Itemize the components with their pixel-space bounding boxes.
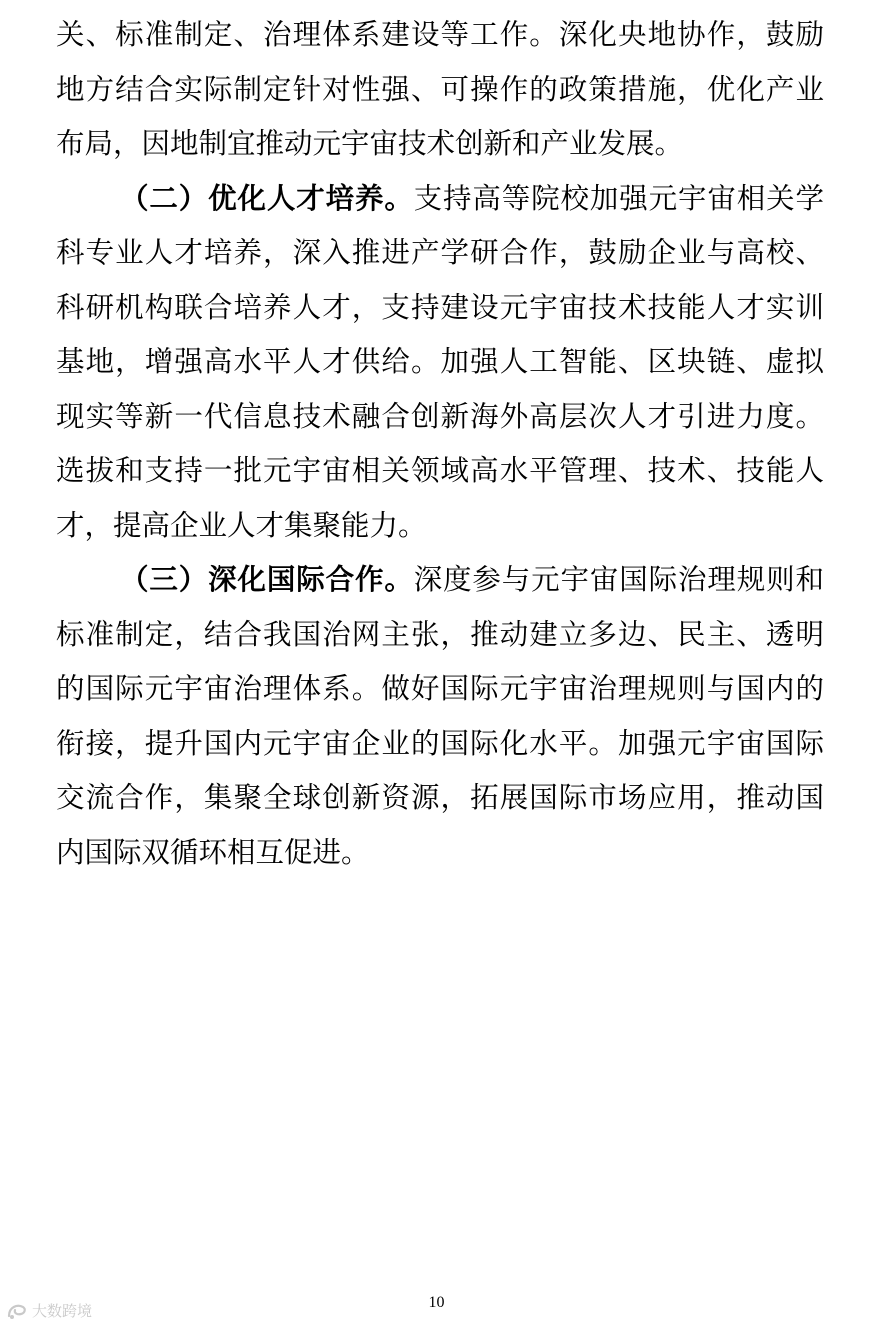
section-heading: （二）优化人才培养。 xyxy=(120,181,414,215)
brand-logo-icon xyxy=(6,1301,28,1321)
text-line: 关、标准制定、治理体系建设等工作。深化央地协作，鼓励 xyxy=(56,18,824,51)
page-number: 10 xyxy=(428,1294,445,1311)
text-line: 布局，因地制宜推动元宇宙技术创新和产业发展。 xyxy=(56,127,684,160)
text-line: 标准制定，结合我国治网主张，推动建立多边、民主、透明 xyxy=(56,617,824,651)
section-heading: （三）深化国际合作。 xyxy=(120,563,414,596)
text-line xyxy=(56,553,824,608)
text-line: 地方结合实际制定针对性强、可操作的政策措施，优化产业 xyxy=(56,72,824,106)
watermark xyxy=(6,1300,92,1321)
paragraph-international-cooperation xyxy=(56,553,824,880)
text-line xyxy=(56,172,824,227)
text-line: 科研机构联合培养人才，支持建设元宇宙技术技能人才实训 xyxy=(56,290,824,324)
text-line: 科专业人才培养，深入推进产学研合作，鼓励企业与高校、 xyxy=(56,236,824,269)
watermark-text: 大数跨境 xyxy=(32,1302,93,1320)
document-body xyxy=(56,8,824,880)
text-line: 基地，增强高水平人才供给。加强人工智能、区块链、虚拟 xyxy=(56,345,824,378)
paragraph-continuation xyxy=(56,8,824,172)
text-run: 深度参与元宇宙国际治理规则和 xyxy=(413,563,824,596)
text-line: 选拔和支持一批元宇宙相关领域高水平管理、技术、技能人 xyxy=(56,454,824,487)
paragraph-talent-training xyxy=(56,172,824,554)
text-line: 现实等新一代信息技术融合创新海外高层次人才引进力度。 xyxy=(56,399,824,433)
text-line: 才，提高企业人才集聚能力。 xyxy=(56,508,427,542)
text-run: 支持高等院校加强元宇宙相关学 xyxy=(413,181,824,215)
text-line: 衔接，提升国内元宇宙企业的国际化水平。加强元宇宙国际 xyxy=(56,726,824,760)
text-line: 内国际双循环相互促进。 xyxy=(56,835,370,869)
text-line: 交流合作，集聚全球创新资源，拓展国际市场应用，推动国 xyxy=(56,781,824,814)
text-line: 的国际元宇宙治理体系。做好国际元宇宙治理规则与国内的 xyxy=(56,672,824,705)
